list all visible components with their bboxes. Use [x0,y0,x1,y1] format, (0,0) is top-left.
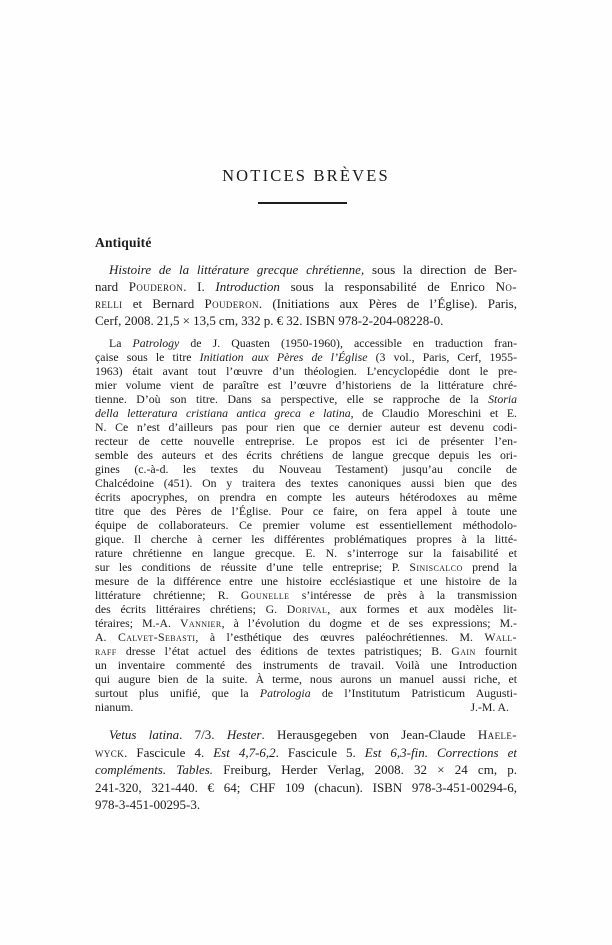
smallcaps-name: Pouderon [128,279,184,294]
text-line [95,434,517,448]
smallcaps-name: Dorival [286,602,328,616]
italic-title-text: Initiation aux Pères de l’Église [199,350,368,364]
text-line [95,588,517,602]
text-line [95,796,517,814]
review-paragraph [95,336,517,714]
text-line [95,744,517,762]
text-run: nianum. [95,700,134,714]
text-run: un inventaire commenté des instruments de travail. Voilà une Introduction [95,658,517,672]
text-line [95,278,517,295]
page-title: NOTICES BRÈVES [222,166,390,185]
italic-title-text: Vetus latina [109,727,180,742]
text-run: s’intéresse de près à la transmission [289,588,517,602]
italic-title-text: Introduction [215,279,280,294]
text-run: Chalcédoine (451). On y traitera des textes canoniques aussi bien que des [95,476,517,490]
text-run: (3 vol., Paris, Cerf, 1955- [367,350,517,364]
text-run: équipe de collaborateurs. Ce premier volume est essentiellement méthodolo- [95,518,517,532]
text-run: . Fascicule 5. [275,744,365,760]
text-run: téraires; M.-A. [95,616,181,630]
title-rule [258,202,347,204]
text-run: Cerf, 2008. 21,5 × 13,5 cm, 332 p. € 32. ISBN 978-2-204-08228-0. [95,313,444,328]
text-run: écrits apocryphes, on prendra en compte les auteurs hétérodoxes au même [95,490,517,504]
smallcaps-name: Vannier [180,616,222,630]
smallcaps-name: Haele- [477,727,517,742]
text-line [95,462,517,476]
bibliographic-entry-1 [95,261,517,329]
text-line [95,616,517,630]
text-run: 978-3-451-00295-3. [95,797,201,812]
paragraph-end-text [95,700,133,714]
text-run: Freiburg, Herder Verlag, 2008. 32 × 24 cm, p. [213,762,517,777]
text-line [95,761,517,779]
section-heading: Antiquité [95,235,152,250]
text-run: . Herausgegeben von Jean-Claude [261,727,478,742]
smallcaps-name: raff [95,644,117,658]
text-run: , à l’évolution du dogme et de ses expressions; M.- [221,616,517,630]
text-run: gines (c.-à-d. les textes du Nouveau Testament) jusqu’au concile de [95,462,517,476]
text-run: . 7/3. [179,727,227,742]
italic-title-text: Histoire de la littérature grecque chrétienne, [109,262,365,277]
italic-title-text: Patrology [132,336,180,350]
reviewer-initials: J.-M. A. [470,700,509,714]
text-run: dresse l’état actuel des éditions de textes patristiques; B. [116,644,452,658]
smallcaps-name: Calvet-Sebasti [117,630,196,644]
text-run: recteur de cette nouvelle entreprise. Le propos est ici de présenter l’en- [95,434,517,448]
text-run: . Fascicule 4. [124,744,214,760]
smallcaps-name: No- [495,279,517,294]
text-line [95,658,517,672]
text-line [95,504,517,518]
smallcaps-name: Siniscalco [409,560,463,574]
smallcaps-name: relli [95,296,123,311]
text-line [95,546,517,560]
italic-title-text: della letteratura cristiana antica greca e latina [95,406,351,420]
text-line [95,336,517,350]
text-run: surtout plus unifié, que la [95,686,260,700]
text-line [95,261,517,278]
text-run: A. [95,630,118,644]
text-run: nard [95,279,129,294]
text-line [95,392,517,406]
smallcaps-name: Pouderon [204,296,259,311]
italic-title-text: Storia [488,392,517,406]
text-run: qui augure bien de la suite. À terme, nous aurons un manuel aussi riche, et [95,672,517,686]
text-run: gique. Il cherche à cerner les différentes problématiques propres à la litté- [95,532,517,546]
text-run: des écrits littéraires chrétiens; G. [95,602,287,616]
text-line [95,312,517,329]
text-run: mier volume vient de paraître est l’œuvre d’historiens de la littérature chré- [95,378,517,392]
text-run: sur les conditions de réussite d’une telle entreprise; P. [95,560,410,574]
text-run: . I. [183,279,216,294]
text-line [95,560,517,574]
italic-title-text: Hester [226,727,262,742]
text-line [95,686,517,700]
text-run: , à l’esthétique des œuvres paléochrétiennes. M. [195,630,485,644]
text-line [95,518,517,532]
bibliographic-entry-2 [95,726,517,814]
text-line [95,779,517,797]
text-run: N. Ce n’est d’ailleurs pas pour rien que ce dernier auteur est devenu codi- [95,420,517,434]
smallcaps-name: Wall- [484,630,517,644]
text-run: 1963) était avant tout l’œuvre d’un théologien. L’encyclopédie dont le pre- [95,364,517,378]
text-line [95,378,517,392]
text-run: sous la direction de Ber- [364,262,517,277]
text-line [95,700,517,714]
text-run: rature chrétienne en langue grecque. E. N. s’interroge sur la faisabilité et [95,546,517,560]
text-run: , aux formes et aux modèles lit- [327,602,517,616]
italic-title-text: Est 4,7-6,2 [213,744,276,760]
text-run: de l’Institutum Patristicum Augusti- [310,686,517,700]
text-run: tienne. D’où son titre. Dans sa perspective, elle se rapproche de la [95,392,489,406]
smallcaps-name: Gounelle [240,588,290,602]
italic-title-text: compléments. Tables. [95,762,214,777]
text-run: de J. Quasten (1950-1960), accessible en traduction fran- [179,336,517,350]
text-run: titre que des Pères de l’Église. Pour ce faire, on fera appel à toute une [95,504,517,518]
text-run: mesure de la différence entre une histoire ecclésiastique et une histoire de la [95,574,517,588]
text-run: prend la [462,560,517,574]
text-line [95,406,517,420]
text-line [95,726,517,744]
text-run: . (Initiations aux Pères de l’Église). Paris, [258,296,517,311]
text-line [95,476,517,490]
text-run: , de Claudio Moreschini et E. [350,406,517,420]
text-line [95,490,517,504]
text-run: La [109,336,133,350]
text-line [95,350,517,364]
text-line [95,630,517,644]
smallcaps-name: wyck [95,744,125,760]
text-run: littérature chrétienne; R. [95,588,241,602]
text-run: çaise sous le titre [95,350,200,364]
text-line [95,672,517,686]
italic-title-text: Est 6,3-fin. Corrections et [364,744,517,760]
text-line [95,602,517,616]
text-run: semble des auteurs et des écrits chrétiens de langue grecque depuis les ori- [95,448,517,462]
text-line [95,420,517,434]
text-line [95,644,517,658]
text-line [95,364,517,378]
text-run: sous la responsabilité de Enrico [279,279,496,294]
text-run: fournit [475,644,517,658]
text-line [95,574,517,588]
text-line [95,448,517,462]
smallcaps-name: Gain [451,644,476,658]
text-line [95,532,517,546]
text-run: 241-320, 321-440. € 64; CHF 109 (chacun). ISBN 978-3-451-00294-6, [95,779,517,795]
text-run: et Bernard [122,296,205,311]
text-line [95,295,517,312]
italic-title-text: Patrologia [259,686,311,700]
